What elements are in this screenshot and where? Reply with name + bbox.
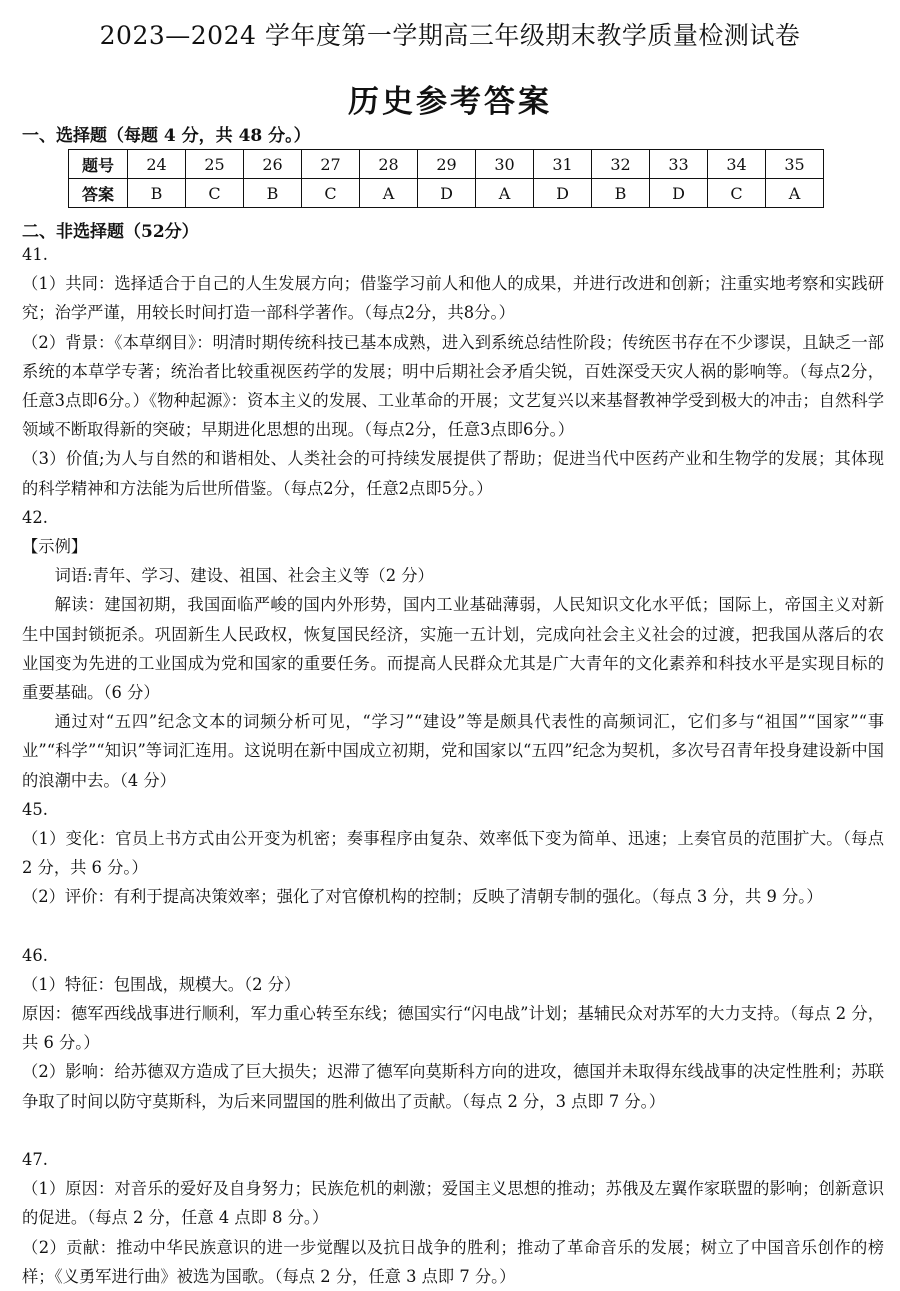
- question-number: 34: [708, 150, 766, 179]
- question-number: 33: [650, 150, 708, 179]
- q46-part2: （2）影响：给苏德双方造成了巨大损失；迟滞了德军向莫斯科方向的进攻，德国并未取得东线战事的决定性胜利；苏联争取了时间以防守莫斯科，为后来同盟国的胜利做出了贡献。（每点 2 分，3 点即 7 分。）: [22, 1062, 884, 1111]
- answer-cell: B: [128, 179, 186, 208]
- question-number-row: [69, 150, 824, 179]
- section2-heading: 二、非选择题（52分）: [22, 222, 199, 242]
- question-number: 30: [476, 150, 534, 179]
- q47-part2: （2）贡献：推动中华民族意识的进一步觉醒以及抗日战争的胜利；推动了革命音乐的发展；树立了中国音乐创作的榜样；《义勇军进行曲》被选为国歌。（每点 2 分，任意 3 点即 7 分。）: [22, 1237, 884, 1286]
- answer-cell: D: [418, 179, 476, 208]
- question-number: 28: [360, 150, 418, 179]
- answer-cell: B: [244, 179, 302, 208]
- question-number: 27: [302, 150, 360, 179]
- question-number-42: 42.: [22, 507, 48, 527]
- answer-cell: A: [360, 179, 418, 208]
- question-number-46: 46.: [22, 945, 48, 965]
- q41-part1: （1）共同：选择适合于自己的人生发展方向；借鉴学习前人和他人的成果，并进行改进和创新；注重实地考察和实践研究；治学严谨，用较长时间打造一部科学著作。（每点2分，共8分。）: [22, 274, 884, 323]
- row-label-number: 题号: [69, 150, 128, 179]
- spacer: [22, 912, 884, 941]
- q45-part2: （2）评价：有利于提高决策效率；强化了对官僚机构的控制；反映了清朝专制的强化。（每点 3 分，共 9 分。）: [22, 887, 823, 907]
- answer-cell: A: [476, 179, 534, 208]
- answer-cell: B: [592, 179, 650, 208]
- answer-cell: A: [766, 179, 824, 208]
- q41-part2: （2）背景：《本草纲目》：明清时期传统科技已基本成熟，进入到系统总结性阶段；传统医书存在不少谬误，且缺乏一部系统的本草学专著；统治者比较重视医药学的发展；明中后期社会矛盾尖锐，百姓深受天灾人祸的影响等。（每点2分，任意3点即6分。）《物种起源》：资本主义的发展、工业革命的开展；文艺复兴以来基督教神学受到极大的冲击；自然科学领域不断取得新的突破；早期进化思想的出现。（每点2分，任意3点即6分。）: [22, 332, 884, 440]
- answer-cell: C: [186, 179, 244, 208]
- q42-example-label: 【示例】: [22, 537, 88, 557]
- answer-body: [22, 240, 884, 1291]
- answer-cell: C: [708, 179, 766, 208]
- question-number: 31: [534, 150, 592, 179]
- q47-part1: （1）原因：对音乐的爱好及自身努力；民族危机的刺激；爱国主义思想的推动；苏俄及左翼作家联盟的影响；创新意识的促进。（每点 2 分，任意 4 点即 8 分。）: [22, 1179, 884, 1228]
- q46-reason: 原因：德军西线战事进行顺利，军力重心转至东线；德国实行“闪电战”计划；基辅民众对苏军的大力支持。（每点 2 分，共 6 分。）: [22, 1004, 884, 1053]
- answer-cell: D: [650, 179, 708, 208]
- question-number-45: 45.: [22, 799, 48, 819]
- q42-keywords: 词语:青年、学习、建设、祖国、社会主义等（2 分）: [54, 566, 434, 586]
- q41-part3: （3）价值;为人与自然的和谐相处、人类社会的可持续发展提供了帮助；促进当代中医药产业和生物学的发展；其体现的科学精神和方法能为后世所借鉴。（每点2分，任意2点即5分。）: [22, 449, 884, 498]
- q42-analysis: 通过对“五四”纪念文本的词频分析可见，“学习”“建设”等是颇具代表性的高频词汇，它们多与“祖国”“国家”“事业”“科学”“知识”等词汇连用。这说明在新中国成立初期，党和国家以“五四”纪念为契机，多次号召青年投身建设新中国的浪潮中去。（4 分）: [22, 712, 884, 790]
- question-number: 25: [186, 150, 244, 179]
- exam-title: 2023—2024 学年度第一学期高三年级期末教学质量检测试卷: [99, 21, 801, 50]
- question-number: 32: [592, 150, 650, 179]
- q46-part1: （1）特征：包围战，规模大。（2 分）: [22, 974, 301, 994]
- question-number: 29: [418, 150, 476, 179]
- page-title: 历史参考答案: [348, 84, 552, 120]
- question-number-41: 41.: [22, 245, 48, 264]
- question-number: 24: [128, 150, 186, 179]
- row-label-answer: 答案: [69, 179, 128, 208]
- answer-row: [69, 179, 824, 208]
- question-number: 26: [244, 150, 302, 179]
- question-number: 35: [766, 150, 824, 179]
- question-number-47: 47.: [22, 1149, 48, 1169]
- q45-part1: （1）变化：官员上书方式由公开变为机密；奏事程序由复杂、效率低下变为简单、迅速；上奏官员的范围扩大。（每点 2 分，共 6 分。）: [22, 829, 884, 878]
- answer-table: [68, 149, 824, 208]
- q42-interpretation: 解读：建国初期，我国面临严峻的国内外形势，国内工业基础薄弱，人民知识文化水平低；国际上，帝国主义对新生中国封锁扼杀。巩固新生人民政权，恢复国民经济，实施一五计划，完成向社会主义社会的过渡，把我国从落后的农业国变为先进的工业国成为党和国家的重要任务。而提高人民群众尤其是广大青年的文化素养和科技水平是实现目标的重要基础。（6 分）: [22, 595, 884, 703]
- spacer: [22, 1116, 884, 1145]
- answer-cell: C: [302, 179, 360, 208]
- answer-cell: D: [534, 179, 592, 208]
- section1-heading: 一、选择题（每题 4 分，共 48 分。）: [22, 126, 311, 146]
